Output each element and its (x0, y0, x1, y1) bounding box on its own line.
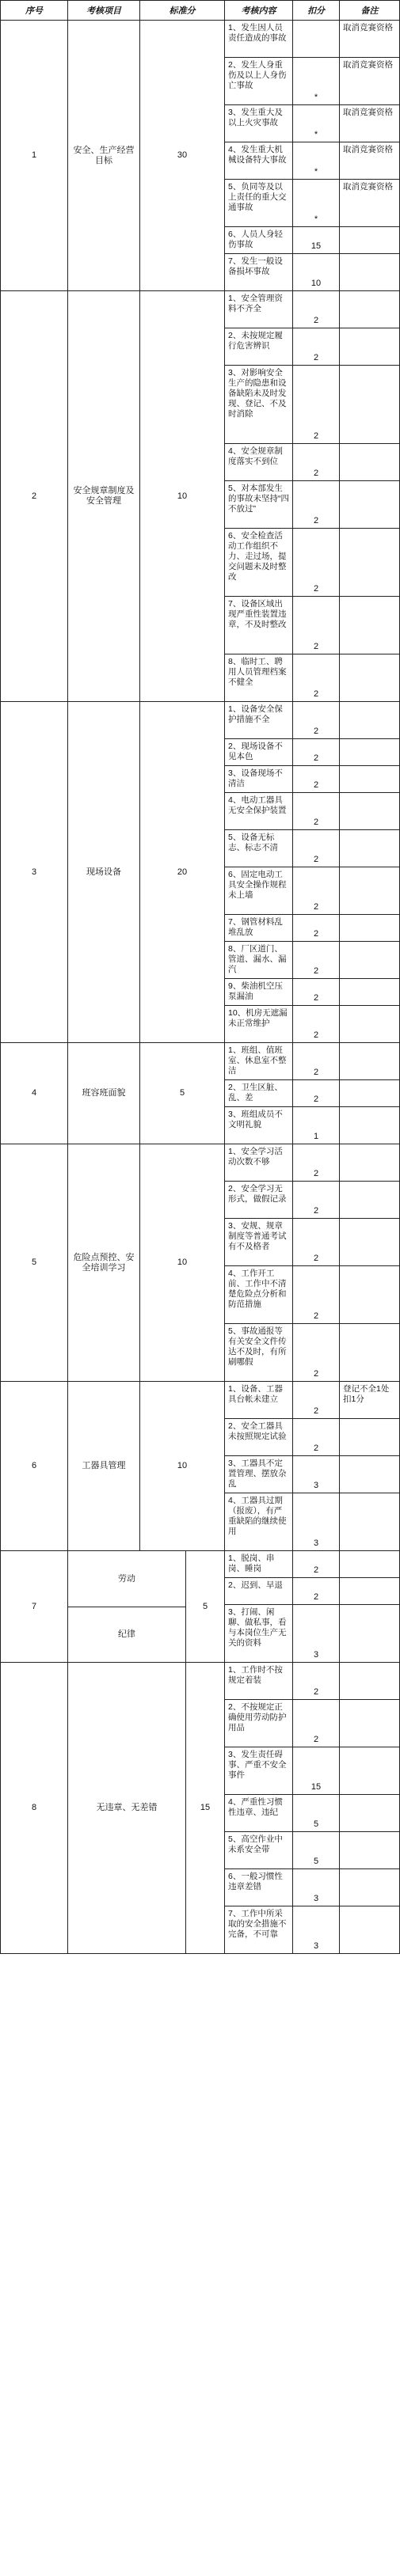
section-4-item-2: 2、卫生区脏、乱、差 (224, 1079, 293, 1107)
section-1-deduction-5: * (292, 179, 340, 227)
section-1-deduction-1 (292, 20, 340, 58)
section-5-project: 危险点预控、安全培训学习 (67, 1144, 140, 1382)
section-3-deduction-7: 2 (292, 914, 340, 942)
section-8-remark-7 (339, 1906, 400, 1954)
header-content: 考核内容 (224, 0, 293, 21)
section-8-remark-6 (339, 1868, 400, 1906)
section-7-number: 7 (0, 1550, 68, 1663)
section-2-deduction-6: 2 (292, 528, 340, 597)
section-3-remark-3 (339, 765, 400, 793)
section-7-item-1: 1、脱岗、串岗、睡岗 (224, 1550, 293, 1578)
section-3-item-9: 9、柴油机空压泵漏油 (224, 978, 293, 1006)
section-4-deduction-3: 1 (292, 1106, 340, 1144)
section-5-standard-score: 10 (139, 1144, 225, 1382)
section-6-item-3: 3、工器具不定置管理、摆放杂乱 (224, 1455, 293, 1493)
section-2-item-6: 6、安全检查活动工作组织不力、走过场，提交问题未及时整改 (224, 528, 293, 597)
header-remark: 备注 (339, 0, 400, 21)
section-8-deduction-3: 15 (292, 1747, 340, 1795)
section-1-deduction-2: * (292, 57, 340, 105)
section-3-remark-1 (339, 701, 400, 739)
section-1-deduction-6: 15 (292, 226, 340, 254)
section-2-item-3: 3、对影响安全生产的隐患和设备缺陷未及时发现、登记、不及时消除 (224, 365, 293, 444)
section-8-deduction-1: 2 (292, 1662, 340, 1700)
section-3-remark-6 (339, 867, 400, 915)
section-8-deduction-5: 5 (292, 1831, 340, 1869)
section-2-remark-4 (339, 443, 400, 481)
section-1-item-7: 7、发生一般设备损坏事故 (224, 253, 293, 291)
section-3-number: 3 (0, 701, 68, 1043)
section-4-deduction-2: 2 (292, 1079, 340, 1107)
section-4-number: 4 (0, 1042, 68, 1144)
section-3-standard-score: 20 (139, 701, 225, 1043)
section-2-deduction-3: 2 (292, 365, 340, 444)
section-1-remark-1: 取消竞赛资格 (339, 20, 400, 58)
section-3-item-6: 6、固定电动工具安全操作规程未上墙 (224, 867, 293, 915)
section-3-remark-8 (339, 941, 400, 979)
section-4-item-1: 1、班组、值班室、休息室不整洁 (224, 1042, 293, 1080)
section-8-remark-2 (339, 1699, 400, 1747)
section-4-project: 班容班面貌 (67, 1042, 140, 1144)
section-8-project: 无违章、无差错 (67, 1662, 186, 1954)
section-8-standard-score: 15 (185, 1662, 225, 1954)
section-6-remark-3 (339, 1455, 400, 1493)
section-3-item-10: 10、机房无遮漏未正常维护 (224, 1005, 293, 1043)
section-2-deduction-4: 2 (292, 443, 340, 481)
section-3-item-2: 2、现场设备不见本色 (224, 738, 293, 766)
section-2-deduction-8: 2 (292, 654, 340, 702)
section-3-deduction-2: 2 (292, 738, 340, 766)
section-7-remark-3 (339, 1604, 400, 1663)
section-7-project-labor: 劳动 (67, 1550, 186, 1607)
section-3-deduction-3: 2 (292, 765, 340, 793)
section-7-remark-2 (339, 1577, 400, 1605)
header-standard-score: 标准分 (139, 0, 225, 21)
section-8-deduction-6: 3 (292, 1868, 340, 1906)
section-1-item-6: 6、人员人身轻伤事故 (224, 226, 293, 254)
section-8-item-7: 7、工作中所采取的安全措施不完备，不可靠 (224, 1906, 293, 1954)
section-1-deduction-4: * (292, 142, 340, 180)
section-1-remark-6 (339, 226, 400, 254)
section-1-number: 1 (0, 20, 68, 291)
section-4-remark-3 (339, 1106, 400, 1144)
section-5-item-2: 2、安全学习无形式，做假记录 (224, 1181, 293, 1219)
section-5-remark-3 (339, 1218, 400, 1266)
section-6-deduction-3: 3 (292, 1455, 340, 1493)
section-8-deduction-7: 3 (292, 1906, 340, 1954)
section-6-standard-score: 10 (139, 1381, 225, 1551)
section-3-remark-9 (339, 978, 400, 1006)
section-6-deduction-2: 2 (292, 1418, 340, 1456)
section-1-item-5: 5、负同等及以上责任的重大交通事故 (224, 179, 293, 227)
section-8-number: 8 (0, 1662, 68, 1954)
section-3-deduction-8: 2 (292, 941, 340, 979)
section-5-number: 5 (0, 1144, 68, 1382)
section-2-deduction-7: 2 (292, 596, 340, 654)
section-6-deduction-1: 2 (292, 1381, 340, 1419)
section-2-project: 安全规章制度及安全管理 (67, 290, 140, 702)
section-3-remark-5 (339, 829, 400, 867)
section-8-item-3: 3、发生责任碍事、严重不安全事件 (224, 1747, 293, 1795)
section-4-remark-1 (339, 1042, 400, 1080)
section-5-deduction-5: 2 (292, 1323, 340, 1382)
section-2-deduction-2: 2 (292, 328, 340, 366)
section-4-deduction-1: 2 (292, 1042, 340, 1080)
section-5-remark-5 (339, 1323, 400, 1382)
section-8-item-2: 2、不按规定正确使用劳动防护用品 (224, 1699, 293, 1747)
section-2-standard-score: 10 (139, 290, 225, 702)
section-1-remark-3: 取消竞赛资格 (339, 104, 400, 142)
section-2-deduction-5: 2 (292, 480, 340, 529)
section-2-deduction-1: 2 (292, 290, 340, 328)
section-7-standard-score: 5 (185, 1550, 225, 1663)
section-3-item-1: 1、设备安全保护措施不全 (224, 701, 293, 739)
section-2-remark-3 (339, 365, 400, 444)
section-2-item-7: 7、设备区域出现严重性装置违章，不及时整改 (224, 596, 293, 654)
section-2-item-8: 8、临时工、聘用人员管理档案不健全 (224, 654, 293, 702)
section-2-remark-5 (339, 480, 400, 529)
section-6-remark-1: 登记不全1处扣1分 (339, 1381, 400, 1419)
section-6-number: 6 (0, 1381, 68, 1551)
section-4-item-3: 3、班组成员不文明礼貌 (224, 1106, 293, 1144)
section-3-item-3: 3、设备现场不清洁 (224, 765, 293, 793)
section-2-item-4: 4、安全规章制度落实不到位 (224, 443, 293, 481)
section-5-item-3: 3、安规、规章制度等普通考试有不及格者 (224, 1218, 293, 1266)
section-7-deduction-2: 2 (292, 1577, 340, 1605)
section-7-remark-1 (339, 1550, 400, 1578)
header-seq: 序号 (0, 0, 68, 21)
section-2-remark-1 (339, 290, 400, 328)
section-2-remark-6 (339, 528, 400, 597)
section-5-item-1: 1、安全学习活动次数不够 (224, 1144, 293, 1182)
section-5-deduction-1: 2 (292, 1144, 340, 1182)
section-3-deduction-4: 2 (292, 792, 340, 830)
section-1-remark-5: 取消竞赛资格 (339, 179, 400, 227)
section-3-item-5: 5、设备无标志、标志不清 (224, 829, 293, 867)
section-6-item-1: 1、设备、工器具台帐未建立 (224, 1381, 293, 1419)
section-7-deduction-3: 3 (292, 1604, 340, 1663)
section-7-item-3: 3、打闹、闲聊、做私事，看与本岗位生产无关的资料 (224, 1604, 293, 1663)
section-2-remark-2 (339, 328, 400, 366)
section-6-item-4: 4、工器具过期（报废），有严重缺陷的继续使用 (224, 1493, 293, 1551)
section-8-item-1: 1、工作时不按规定着装 (224, 1662, 293, 1700)
section-3-deduction-1: 2 (292, 701, 340, 739)
section-3-project: 现场设备 (67, 701, 140, 1043)
section-5-remark-2 (339, 1181, 400, 1219)
section-2-number: 2 (0, 290, 68, 702)
header-project: 考核项目 (67, 0, 140, 21)
section-7-project-discipline: 纪律 (67, 1607, 186, 1663)
section-3-remark-4 (339, 792, 400, 830)
section-4-standard-score: 5 (139, 1042, 225, 1144)
section-8-item-6: 6、一般习惯性违章差错 (224, 1868, 293, 1906)
section-2-remark-7 (339, 596, 400, 654)
section-3-deduction-9: 2 (292, 978, 340, 1006)
section-1-item-1: 1、发生因人员责任造成的事故 (224, 20, 293, 58)
section-3-item-4: 4、电动工器具无安全保护装置 (224, 792, 293, 830)
section-2-item-5: 5、对本部发生的事故未坚持“四不放过” (224, 480, 293, 529)
section-3-remark-10 (339, 1005, 400, 1043)
section-5-remark-4 (339, 1265, 400, 1324)
section-3-deduction-5: 2 (292, 829, 340, 867)
section-5-remark-1 (339, 1144, 400, 1182)
section-1-deduction-3: * (292, 104, 340, 142)
section-1-standard-score: 30 (139, 20, 225, 291)
section-1-remark-4: 取消竞赛资格 (339, 142, 400, 180)
section-8-deduction-4: 5 (292, 1794, 340, 1832)
section-7-deduction-1: 2 (292, 1550, 340, 1578)
header-deduction: 扣分 (292, 0, 340, 21)
section-6-deduction-4: 3 (292, 1493, 340, 1551)
section-6-project: 工器具管理 (67, 1381, 140, 1551)
section-8-item-5: 5、高空作业中未系安全带 (224, 1831, 293, 1869)
section-5-deduction-4: 2 (292, 1265, 340, 1324)
section-2-item-1: 1、安全管理资料不齐全 (224, 290, 293, 328)
section-1-item-2: 2、发生人身重伤及以上人身伤亡事故 (224, 57, 293, 105)
section-2-item-2: 2、未按规定履行危害辨识 (224, 328, 293, 366)
section-3-item-7: 7、钢管材料乱堆乱放 (224, 914, 293, 942)
section-3-deduction-6: 2 (292, 867, 340, 915)
section-1-remark-2: 取消竞赛资格 (339, 57, 400, 105)
section-5-deduction-2: 2 (292, 1181, 340, 1219)
section-8-remark-1 (339, 1662, 400, 1700)
section-3-remark-2 (339, 738, 400, 766)
section-1-remark-7 (339, 253, 400, 291)
section-8-remark-4 (339, 1794, 400, 1832)
section-8-remark-3 (339, 1747, 400, 1795)
section-5-item-4: 4、工作开工前、工作中不清楚危险点分析和防范措施 (224, 1265, 293, 1324)
section-1-deduction-7: 10 (292, 253, 340, 291)
section-6-remark-2 (339, 1418, 400, 1456)
section-3-deduction-10: 2 (292, 1005, 340, 1043)
section-3-remark-7 (339, 914, 400, 942)
section-5-deduction-3: 2 (292, 1218, 340, 1266)
section-5-item-5: 5、事故通报等有关安全文件传达不及时，有所刷哪假 (224, 1323, 293, 1382)
section-8-item-4: 4、严重性习惯性违章、违纪 (224, 1794, 293, 1832)
section-8-remark-5 (339, 1831, 400, 1869)
section-1-item-4: 4、发生重大机械设备特大事故 (224, 142, 293, 180)
section-1-project: 安全、生产经营目标 (67, 20, 140, 291)
section-6-remark-4 (339, 1493, 400, 1551)
section-8-deduction-2: 2 (292, 1699, 340, 1747)
section-6-item-2: 2、安全工器具未按照规定试验 (224, 1418, 293, 1456)
section-3-item-8: 8、厂区道门、管道、漏水、漏汽 (224, 941, 293, 979)
section-4-remark-2 (339, 1079, 400, 1107)
section-7-item-2: 2、迟到、早退 (224, 1577, 293, 1605)
section-1-item-3: 3、发生重大及以上火灾事故 (224, 104, 293, 142)
section-2-remark-8 (339, 654, 400, 702)
